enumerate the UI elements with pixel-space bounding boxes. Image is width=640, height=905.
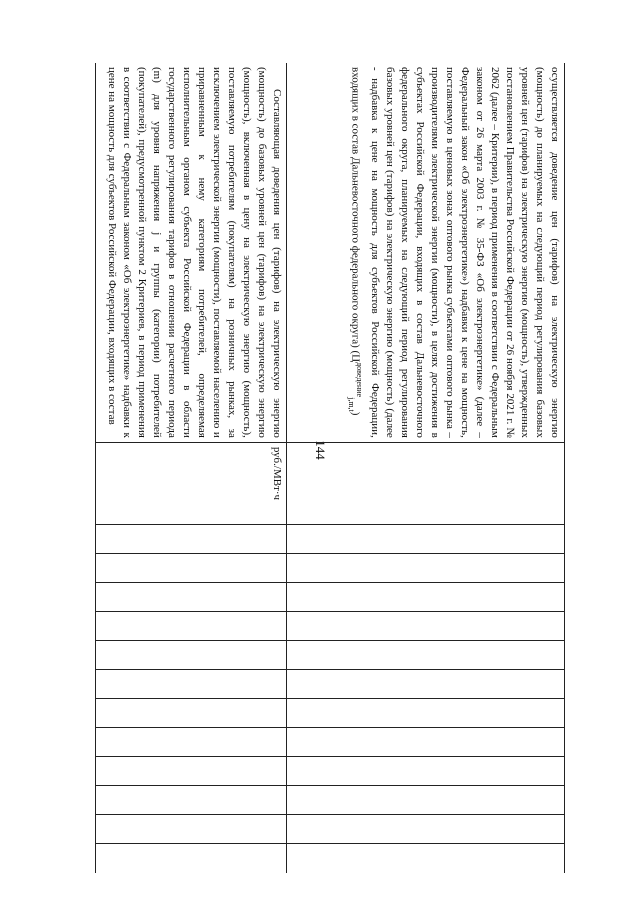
table-row: [96, 63, 287, 873]
table-cell-empty: [96, 554, 287, 583]
rotated-table-container: [95, 63, 565, 873]
table-cell-unit: [287, 442, 565, 525]
table-cell-empty: [287, 641, 565, 670]
table-cell-empty: [96, 728, 287, 757]
table-cell-unit: [96, 442, 287, 525]
table-cell-description: [287, 63, 565, 442]
table-cell-empty: [287, 844, 565, 873]
table-cell-empty: [96, 670, 287, 699]
table-cell-empty: [287, 612, 565, 641]
table-cell-description: [96, 63, 287, 442]
table-cell-empty: [96, 583, 287, 612]
table-row: [287, 63, 565, 873]
table-cell-empty: [96, 786, 287, 815]
table-cell-empty: [96, 525, 287, 554]
formula-subscript: j,m,t: [347, 397, 357, 412]
table-cell-empty: [287, 525, 565, 554]
formula-tail: ): [349, 411, 362, 416]
table-cell-empty: [96, 699, 287, 728]
table-cell-empty: [287, 815, 565, 844]
table-cell-empty: [287, 786, 565, 815]
tariff-table: [95, 63, 565, 873]
table-cell-empty: [287, 699, 565, 728]
page-number: 144: [313, 440, 328, 460]
table-cell-empty: [287, 583, 565, 612]
table-cell-empty: [96, 612, 287, 641]
table-cell-empty: [96, 844, 287, 873]
table-cell-empty: [96, 815, 287, 844]
cell-unit-text: руб./МВт·ч: [271, 446, 284, 501]
table-cell-empty: [96, 641, 287, 670]
table-cell-empty: [287, 757, 565, 786]
table-cell-empty: [287, 728, 565, 757]
cell-text: Составляющая доведения цен (тарифов) на электрическую энергию (мощность) до базовых уровней цен (тарифов) на электрическую энергию (мощность), включенная в цену на электрическую энергию (мощность), поставляемую потребителям (покупателям) на розничных рынках, за исключением электрической энергии (мощности), поставляемой населению и приравненным к нему категориям потребителей, определяемая исполнительным органом субъекта Российской Федерации в области государственного регулирования тарифов в отношении расчетного периода (m) для уровня напряжения j и группы (категории) потребителей (покупателей), предусмотренной пунктом 2 Критериев, в период применения в соответствии с Федеральным законом «Об электроэнергетике» надбавки к цене на мощность для субъектов Российской Федерации, входящих в состав: [106, 67, 284, 438]
table-cell-empty: [96, 757, 287, 786]
formula-superscript: доведение: [355, 362, 364, 398]
table-cell-empty: [287, 554, 565, 583]
table-cell-empty: [287, 670, 565, 699]
cell-text: осуществляется доведение цен (тарифов) на электрическую энергию (мощность) до планируемых на следующий период регулирования базовых уровней цен (тарифов) на электрическую энергию (мощность), утвержденных постановлением Правительства Российской Федерации от 26 ноября 2021 г. № 2062 (далее – Критерии), в период применения в соответствии с Федеральным законом от 26 марта 2003 г. № 35-ФЗ «Об электроэнергетике» (далее – Федеральный закон «Об электроэнергетике») надбавки к цене на мощность, поставляемую в ценовых зонах оптового рынка субъектами оптового рынка – производителями электрической энергии (мощности), в целях достижения в субъектах Российской Федерации, входящих в состав Дальневосточного федерального округа, планируемых на следующий период регулирования базовых уровней цен (тарифов) на электрическую энергию (мощность) (далее - надбавка к цене на мощность для субъектов Российской Федерации, входящих в состав Дальневосточного федерального округа) (Ц: [349, 67, 561, 438]
